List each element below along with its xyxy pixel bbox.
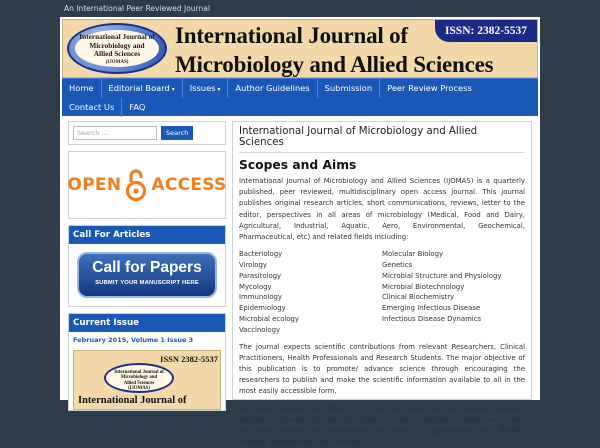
nav-item-author-guidelines[interactable]: Author Guidelines [227,79,316,98]
cover-logo-line2: Microbiology and [120,375,158,381]
field-item: Microbial Biotechnology [382,282,465,291]
nav-item-contact-us[interactable]: Contact Us [69,102,115,112]
open-access-right: ACCESS [151,175,227,195]
open-access-widget[interactable] [68,151,226,219]
field-item: Infectious Disease Dynamics [382,315,482,323]
current-issue-link[interactable]: February 2015, Volume 1 Issue 3 [73,336,194,344]
cover-title: International Journal of [78,395,187,406]
cover-logo [104,363,174,393]
logo-line1: International Journal of [79,32,155,41]
call-for-articles-widget [68,225,226,307]
field-item: Clinical Biochemistry [382,293,455,302]
field-item: Molecular Biology [382,250,444,259]
field-item: Mycology [239,282,272,291]
cover-logo-line3: Allied Sciences [123,380,155,386]
section-heading: Scopes and Aims [239,158,357,172]
page-container [60,17,540,447]
field-item: Epidemiology [239,304,286,313]
nav-item-peer-review-process[interactable]: Peer Review Process [379,79,479,98]
field-item: Immunology [239,293,282,302]
open-access-left: OPEN [67,175,122,195]
cover-logo-abbr: (IJOMAS) [128,386,150,392]
search-input[interactable]: Search ... [73,126,157,140]
search-button[interactable]: Search [161,126,193,140]
fields-list [239,249,525,335]
logo-abbr: (IJOMAS) [105,59,129,65]
fields-list-left [239,249,382,335]
page-title: International Journal of Microbiology and Allied Sciences [239,126,525,153]
nav-item-faq[interactable]: FAQ [121,98,152,117]
banner-title-line2: Microbiology and Allied Sciences [175,52,494,77]
field-item: Genetics [382,261,413,270]
field-item: Emerging Infectious Disease [382,304,481,313]
cover-issn: ISSN 2382-5537 [160,354,218,364]
field-item: Vaccinology [239,325,281,334]
nav-row-2 [62,98,538,117]
field-item: Microbial ecology [239,315,299,323]
submit-manuscript-label: SUBMIT YOUR MANUSCRIPT HERE [95,280,199,286]
site-tagline: An International Peer Reviewed Journal [64,4,210,13]
intro-paragraph: International Journal of Microbiology and Allied Sciences (IJOMAS) is a quarterly published, peer reviewed, multidisciplinary open access journal. This journal publishes original research articles, short communications, reviews, letter to the editor, perspectives in all areas of microbiology (Medical, Food and Dairy, Agricultural, Industrial, Aquatic, Aero, Environmental, Geochemical, Pharmaceutical, etc) and related fields including: [239,177,525,242]
field-item: Microbial Structure and Physiology [382,271,502,280]
license-paragraph: All works published by IJOMAS are under the terms of the Creative Commons Attribution License. This permits anyone to copy, distribute, transmit and adopt the work, provided the original work and source is appropriately cited. IJOMAS strongly supports the Open Access [239,404,525,447]
logo-text [75,30,159,67]
main-content [232,121,532,447]
nav-item-issues[interactable]: Issues ▾ [182,79,228,98]
logo-line2: Microbiology and [89,40,145,50]
current-issue-widget [68,313,226,411]
field-item: Bacteriology [239,250,283,259]
current-issue-title: Current Issue [69,314,225,332]
cover-logo-line1: International Journal of [114,370,164,375]
nav-item-submission[interactable]: Submission [317,79,379,98]
search-widget [68,121,226,145]
field-item: Parasitology [239,271,282,280]
call-for-articles-title: Call For Articles [69,226,225,244]
nav-row-1 [62,79,538,98]
nav-item-editorial-board[interactable]: Editorial Board ▾ [101,79,182,98]
field-item: Virology [239,261,267,270]
main-navigation [62,78,538,116]
header-banner[interactable] [62,19,538,78]
sidebar [68,121,226,417]
logo-line3: Allied Sciences [93,49,141,59]
banner-title-line1: International Journal of [175,23,408,48]
current-issue-cover[interactable] [73,350,221,410]
journal-logo[interactable] [67,23,167,74]
contributions-paragraph: The journal expects scientific contributions from relevant Researchers, Clinical Practitioners, Health Professionals and Research Students. The major objective of this publication is to promote/ advance science through encouraging the researchers to publish and make the scientific information available to all in the most easily accessible form. [239,342,525,396]
open-access-lock-icon [125,168,147,202]
call-for-papers-button[interactable] [77,252,217,298]
nav-item-home[interactable]: Home [69,83,94,93]
fields-list-right [382,249,525,335]
call-for-papers-label: Call for Papers [92,259,202,276]
issn-badge: ISSN: 2382-5537 [435,20,537,42]
